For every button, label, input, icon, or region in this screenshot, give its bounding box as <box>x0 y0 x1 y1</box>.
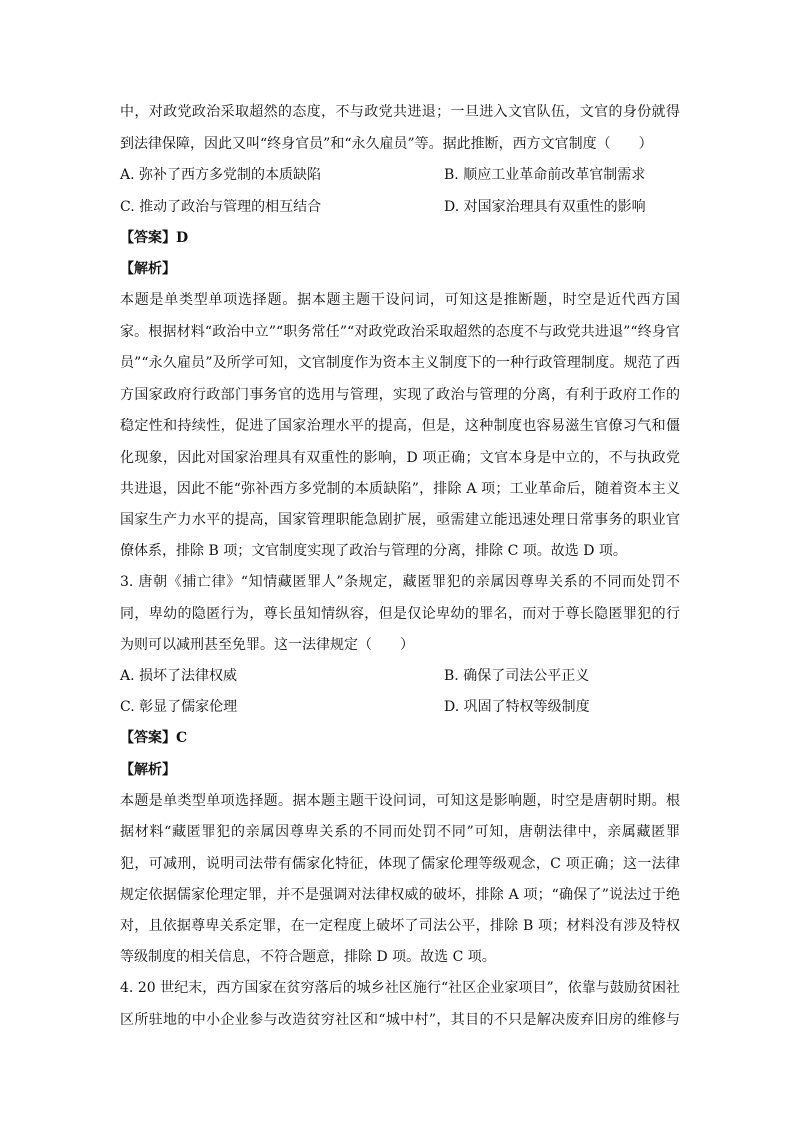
q3-answer: 【答案】C <box>120 730 188 746</box>
q4-stem-line-2: 区所驻地的中小企业参与改造贫穷社区和“城中村”，其目的不只是解决废弃旧房的维修与 <box>120 1012 680 1028</box>
q2-option-c: C. 推动了政治与管理的相互结合 <box>120 199 322 215</box>
q2-analysis-line-6: 化现象，因此对国家治理具有双重性的影响，D 项正确；文官本身是中立的，不与执政党 <box>120 450 680 466</box>
q2-answer: 【答案】D <box>120 230 189 246</box>
q2-stem-line-1: 中，对政党政治采取超然的态度，不与政党共进退；一旦进入文官队伍，文官的身份就得 <box>120 104 680 120</box>
q3-analysis-label: 【解析】 <box>120 762 176 778</box>
q2-analysis-line-8: 国家生产力水平的提高，国家管理职能急剧扩展，亟需建立能迅速处理日常事务的职业官 <box>120 512 680 528</box>
q3-analysis-line-6: 等级制度的相关信息，不符合题意，排除 D 项。故选 C 项。 <box>120 949 496 965</box>
q3-analysis-line-1: 本题是单类型单项选择题。据本题主题干设问词，可知这是影响题，时空是唐朝时期。根 <box>120 793 680 809</box>
q2-analysis-line-1: 本题是单类型单项选择题。据本题主题干设问词，可知这是推断题，时空是近代西方国 <box>120 292 680 308</box>
q3-option-b: B. 确保了司法公平正义 <box>444 668 590 684</box>
q3-option-d: D. 巩固了特权等级制度 <box>444 699 590 715</box>
q2-analysis-line-5: 稳定性和持续性，促进了国家治理水平的提高，但是，这种制度也容易滋生官僚习气和僵 <box>120 418 680 434</box>
q3-analysis-line-2: 据材料“藏匿罪犯的亲属因尊卑关系的不同而处罚不同”可知，唐朝法律中，亲属藏匿罪 <box>120 824 680 840</box>
q3-stem-line-1: 3. 唐朝《捕亡律》“知情藏匿罪人”条规定，藏匿罪犯的亲属因尊卑关系的不同而处罚不 <box>120 574 680 590</box>
q3-option-c: C. 彰显了儒家伦理 <box>120 699 238 715</box>
q3-stem-line-2: 同，卑幼的隐匿行为，尊长虽知情纵容，但是仅论卑幼的罪名，而对于尊长隐匿罪犯的行 <box>120 606 680 622</box>
q2-analysis-line-2: 家。根据材料“政治中立”“职务常任”“对政党政治采取超然的态度不与政党共进退”“终身官 <box>120 324 680 340</box>
q4-stem-line-1: 4. 20 世纪末，西方国家在贫穷落后的城乡社区施行“社区企业家项目”，依靠与鼓励贫困社 <box>120 980 680 996</box>
q2-analysis-line-9: 僚体系，排除 B 项；文官制度实现了政治与管理的分离，排除 C 项。故选 D 项。 <box>120 543 627 559</box>
q3-analysis-line-3: 犯，可减刑，说明司法带有儒家化特征，体现了儒家伦理等级观念，C 项正确；这一法律 <box>120 856 680 872</box>
q2-analysis-label: 【解析】 <box>120 261 176 277</box>
q2-stem-line-2: 到法律保障，因此又叫“终身官员”和“永久雇员”等。据此推断，西方文官制度（ ） <box>120 136 653 152</box>
q3-analysis-line-4: 规定依据儒家伦理定罪，并不是强调对法律权威的破坏，排除 A 项；“确保了”说法过于绝 <box>120 887 680 903</box>
q3-stem-line-3: 为则可以减刑甚至免罪。这一法律规定（ ） <box>120 637 414 653</box>
q2-option-b: B. 顺应工业革命前改革官制需求 <box>444 167 646 183</box>
q2-option-d: D. 对国家治理具有双重性的影响 <box>444 199 646 215</box>
q3-option-a: A. 损坏了法律权威 <box>120 668 238 684</box>
q3-analysis-line-5: 对，且依据尊卑关系定罪，在一定程度上破坏了司法公平，排除 B 项；材料没有涉及特权 <box>120 918 680 934</box>
q2-analysis-line-4: 方国家政府行政部门事务官的选用与管理，实现了政治与管理的分离，有利于政府工作的 <box>120 387 680 403</box>
q2-analysis-line-7: 共进退，因此不能“弥补西方多党制的本质缺陷”，排除 A 项；工业革命后，随着资本主义 <box>120 481 680 497</box>
q2-analysis-line-3: 员”“永久雇员”及所学可知，文官制度作为资本主义制度下的一种行政管理制度。规范了西 <box>120 355 680 371</box>
q2-option-a: A. 弥补了西方多党制的本质缺陷 <box>120 167 322 183</box>
